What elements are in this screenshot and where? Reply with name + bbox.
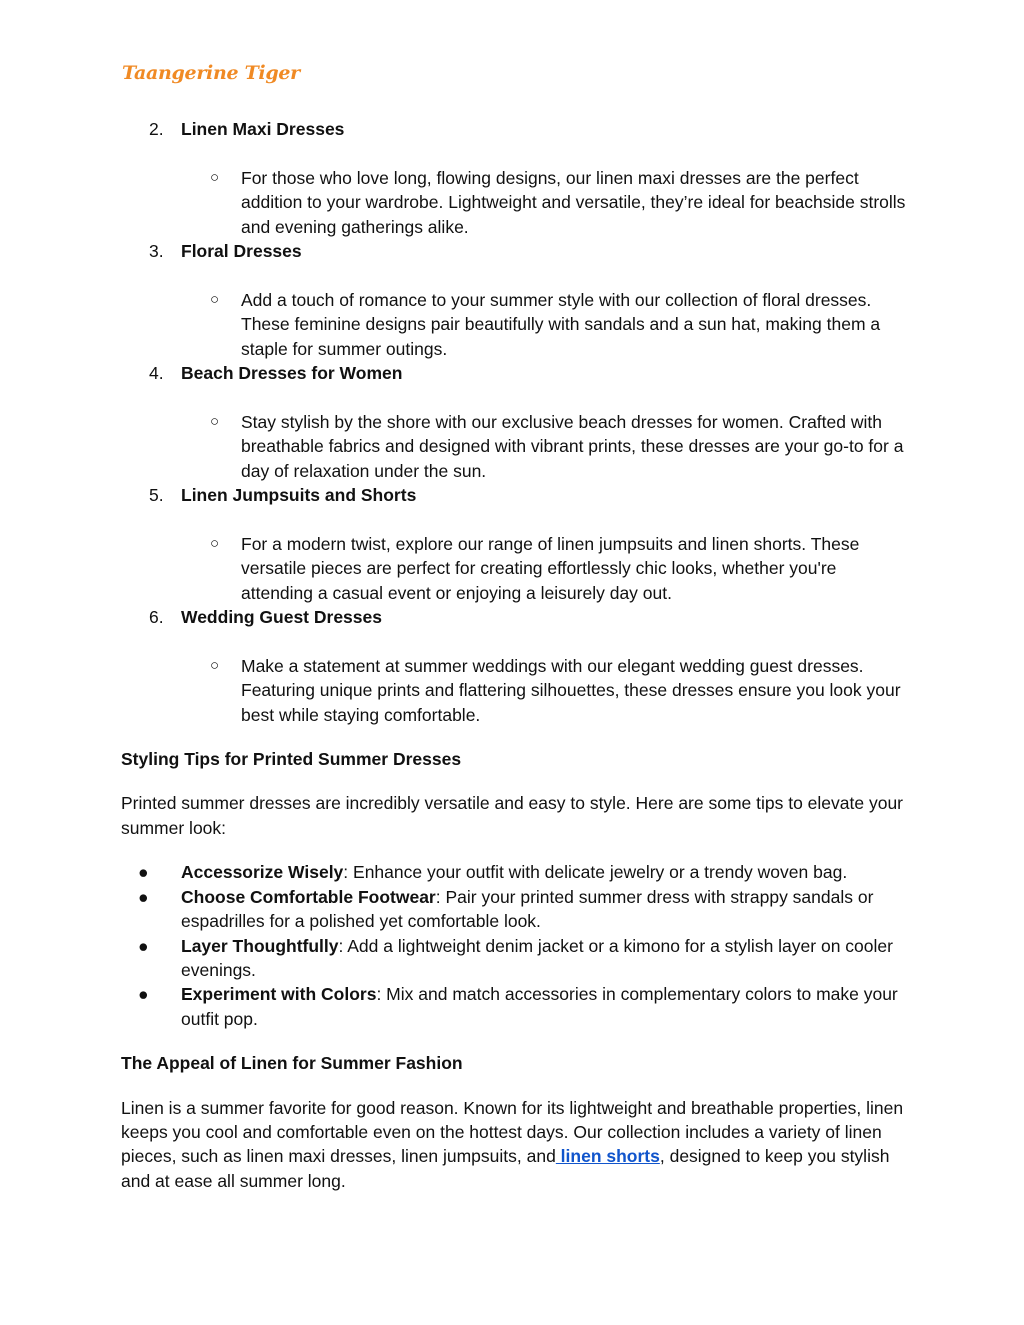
- list-number: 2.: [149, 119, 164, 139]
- list-item-description: For those who love long, flowing designs, our linen maxi dresses are the perfect addition to your wardrobe. Lightweight and versatile, they’re ideal for beachside strolls and evening gatherings alike.: [241, 167, 906, 237]
- list-item: [121, 982, 911, 1031]
- list-number: 4.: [149, 363, 164, 384]
- document-body: [121, 117, 911, 1193]
- numbered-list-item: [121, 361, 911, 483]
- list-item-description: Add a touch of romance to your summer style with our collection of floral dresses. These feminine designs pair beautifully with sandals and a sun hat, making them a staple for summer outings.: [241, 289, 881, 359]
- circle-bullet-icon: ○: [210, 412, 220, 430]
- numbered-list-item: [121, 605, 911, 727]
- list-item-description: For a modern twist, explore our range of linen jumpsuits and linen shorts. These versatile pieces are perfect for creating effortlessly chic looks, whether you're attending a casual event or enjoying a leisurely day out.: [241, 533, 860, 603]
- list-item: [121, 885, 911, 934]
- circle-bullet-icon: ○: [210, 168, 220, 186]
- list-number: 6.: [149, 607, 164, 628]
- tip-text: : Mix and match accessories in complementary colors to make your outfit pop.: [181, 984, 898, 1029]
- tip-text: : Enhance your outfit with delicate jewelry or a trendy woven bag.: [343, 862, 848, 883]
- bullet-icon: ●: [138, 984, 149, 1005]
- bullet-icon: ●: [138, 886, 149, 907]
- list-item-description: Make a statement at summer weddings with our elegant wedding guest dresses. Featuring unique prints and flattering silhouettes, these dresses ensure you look your best while staying comfortable.: [241, 655, 901, 725]
- list-item-title: Beach Dresses for Women: [181, 363, 403, 384]
- linen-text-after: , designed to keep you stylish and at ease all summer long.: [121, 1146, 890, 1191]
- list-number: 3.: [149, 241, 164, 262]
- circle-bullet-icon: ○: [210, 534, 220, 552]
- styling-intro: Printed summer dresses are incredibly versatile and easy to style. Here are some tips to elevate your summer look:: [121, 793, 904, 838]
- circle-bullet-icon: ○: [210, 656, 220, 674]
- list-item-title: Wedding Guest Dresses: [181, 607, 382, 628]
- section-heading-linen: The Appeal of Linen for Summer Fashion: [121, 1053, 463, 1074]
- numbered-list-item: [121, 239, 911, 361]
- tip-label: Experiment with Colors: [181, 984, 377, 1005]
- bullet-icon: ●: [138, 935, 149, 956]
- styling-tips-list: [121, 860, 911, 1031]
- list-item: [121, 860, 911, 884]
- list-item-title: Linen Jumpsuits and Shorts: [181, 485, 417, 506]
- list-item: [121, 934, 911, 983]
- circle-bullet-icon: ○: [210, 290, 220, 308]
- list-item-title: Linen Maxi Dresses: [181, 119, 345, 139]
- section-heading-styling: Styling Tips for Printed Summer Dresses: [121, 749, 462, 770]
- tip-label: Accessorize Wisely: [181, 862, 344, 883]
- linen-shorts-link[interactable]: linen shorts: [555, 1146, 660, 1167]
- tip-label: Layer Thoughtfully: [181, 935, 339, 956]
- linen-paragraph: [121, 1096, 911, 1194]
- list-item-description: Stay stylish by the shore with our exclusive beach dresses for women. Crafted with breathable fabrics and designed with vibrant prints, these dresses are your go-to for a day of relaxation under the sun.: [241, 411, 904, 481]
- list-item-title: Floral Dresses: [181, 241, 302, 262]
- list-number: 5.: [149, 485, 164, 506]
- numbered-list-item: [121, 483, 911, 605]
- tip-text: : Add a lightweight denim jacket or a kimono for a stylish layer on cooler evenings.: [181, 935, 893, 980]
- tip-text: : Pair your printed summer dress with strappy sandals or espadrilles for a polished yet comfortable look.: [181, 886, 874, 932]
- bullet-icon: ●: [138, 862, 149, 883]
- numbered-list-item: [121, 117, 911, 239]
- linen-text-before: Linen is a summer favorite for good reason. Known for its lightweight and breathable properties, linen keeps you cool and comfortable even on the hottest days. Our collection includes a variety of linen pieces, such as linen maxi dresses, linen jumpsuits, and: [121, 1097, 904, 1167]
- brand-logo: Taangerine Tiger: [122, 62, 300, 84]
- tip-label: Choose Comfortable Footwear: [181, 886, 436, 907]
